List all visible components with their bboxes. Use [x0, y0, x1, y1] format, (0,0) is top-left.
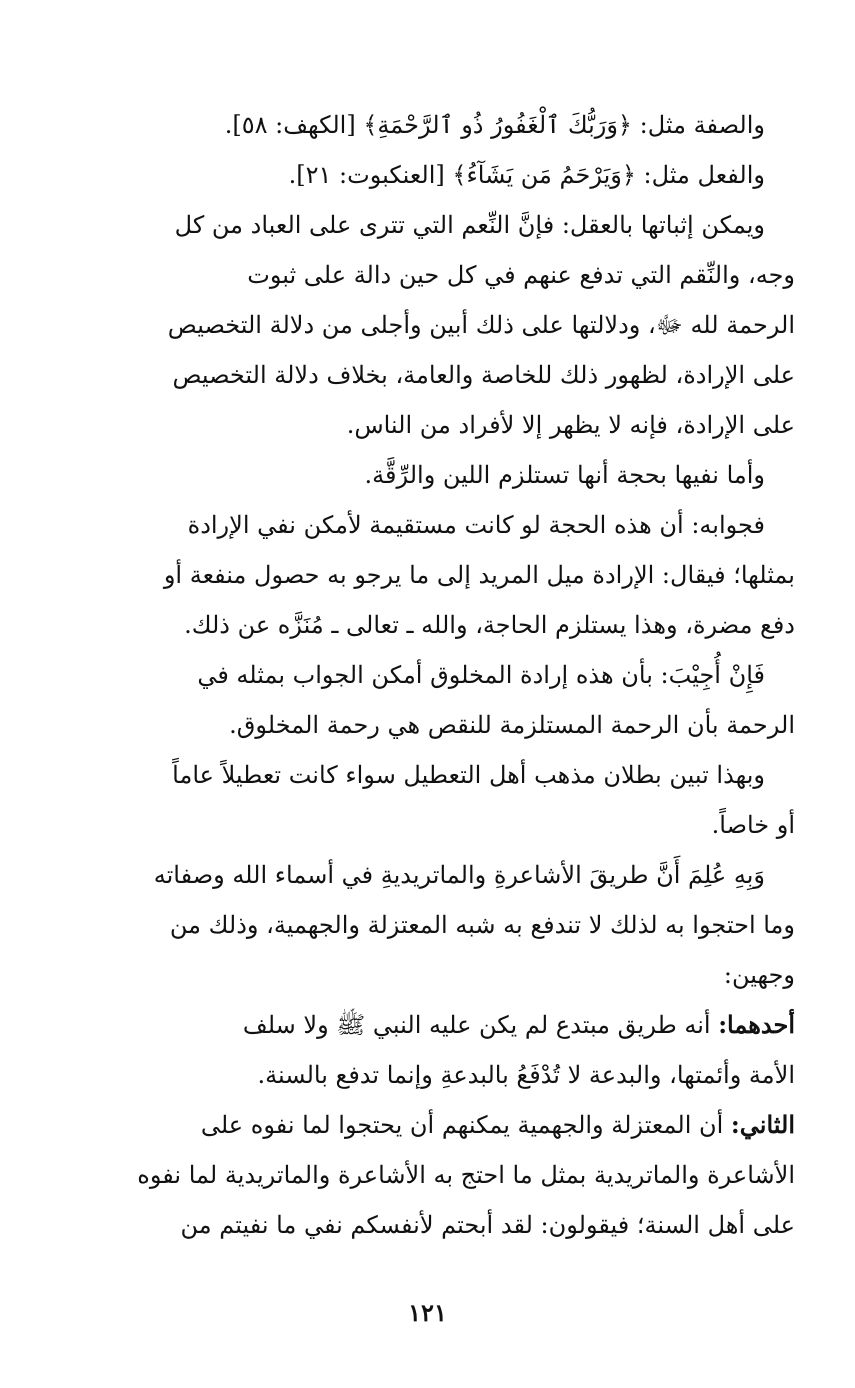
point-heading: أحدهما:	[718, 1010, 795, 1039]
text-line: الأمة وأئمتها، والبدعة لا تُدْفَعُ بالبدعةِ وإنما تدفع بالسنة.	[257, 1061, 795, 1089]
page-number: ١٢١	[408, 1298, 447, 1327]
text-line: ويمكن إثباتها بالعقل: فإنَّ النِّعم التي تترى على العباد من كل	[174, 211, 765, 239]
point-text: أن المعتزلة والجهمية يمكنهم أن يحتجوا لما نفوه على	[200, 1111, 731, 1139]
text-line: دفع مضرة، وهذا يستلزم الحاجة، والله ـ تعالى ـ مُنَزَّه عن ذلك.	[184, 611, 795, 639]
text-line: الرحمة لله ﷻ، ودلالتها على ذلك أبين وأجلى من دلالة التخصيص	[167, 311, 795, 339]
text-line: وبهذا تبين بطلان مذهب أهل التعطيل سواء كانت تعطيلاً عاماً	[172, 761, 765, 789]
text-line: والفعل مثل: ﴿وَيَرْحَمُ مَن يَشَآءُ﴾ [العنكبوت: ٢١].	[288, 161, 765, 189]
text-line: وأما نفيها بحجة أنها تستلزم اللين والرِّقَّة.	[364, 461, 765, 489]
page-text	[50, 100, 795, 1250]
text-line: أو خاصاً.	[711, 811, 795, 839]
text-line: وما احتجوا به لذلك لا تندفع به شبه المعتزلة والجهمية، وذلك من	[169, 911, 795, 939]
text-line: وجهين:	[723, 961, 795, 989]
text-line: فجوابه: أن هذه الحجة لو كانت مستقيمة لأمكن نفي الإرادة	[187, 511, 765, 539]
text-line: وجه، والنِّقم التي تدفع عنهم في كل حين دالة على ثبوت	[247, 261, 795, 289]
text-line-second-point	[50, 1100, 795, 1150]
text-line: الرحمة بأن الرحمة المستلزمة للنقص هي رحمة المخلوق.	[229, 711, 795, 739]
text-line: على الإرادة، فإنه لا يظهر إلا لأفراد من الناس.	[346, 411, 795, 439]
text-line: وَبِهِ عُلِمَ أَنَّ طريقَ الأشاعرةِ والماتريديةِ في أسماء الله وصفاته	[153, 861, 765, 889]
text-line: الأشاعرة والماتريدية بمثل ما احتج به الأشاعرة والماتريدية لما نفوه	[137, 1161, 795, 1189]
text-line: على أهل السنة؛ فيقولون: لقد أبحتم لأنفسكم نفي ما نفيتم من	[180, 1211, 795, 1239]
point-text: أنه طريق مبتدع لم يكن عليه النبي ﷺ ولا سلف	[242, 1011, 719, 1039]
text-line: بمثلها؛ فيقال: الإرادة ميل المريد إلى ما يرجو به حصول منفعة أو	[163, 561, 795, 589]
text-line: والصفة مثل: ﴿وَرَبُّكَ ٱلْغَفُورُ ذُو ٱلرَّحْمَةِ﴾ [الكهف: ٥٨].	[224, 111, 765, 139]
point-heading: الثاني:	[730, 1110, 795, 1139]
text-line-first-point	[50, 1000, 795, 1050]
text-line: فَإِنْ أُجِيْبَ: بأن هذه إرادة المخلوق أمكن الجواب بمثله في	[197, 661, 765, 689]
text-line: على الإرادة، لظهور ذلك للخاصة والعامة، بخلاف دلالة التخصيص	[172, 361, 795, 389]
